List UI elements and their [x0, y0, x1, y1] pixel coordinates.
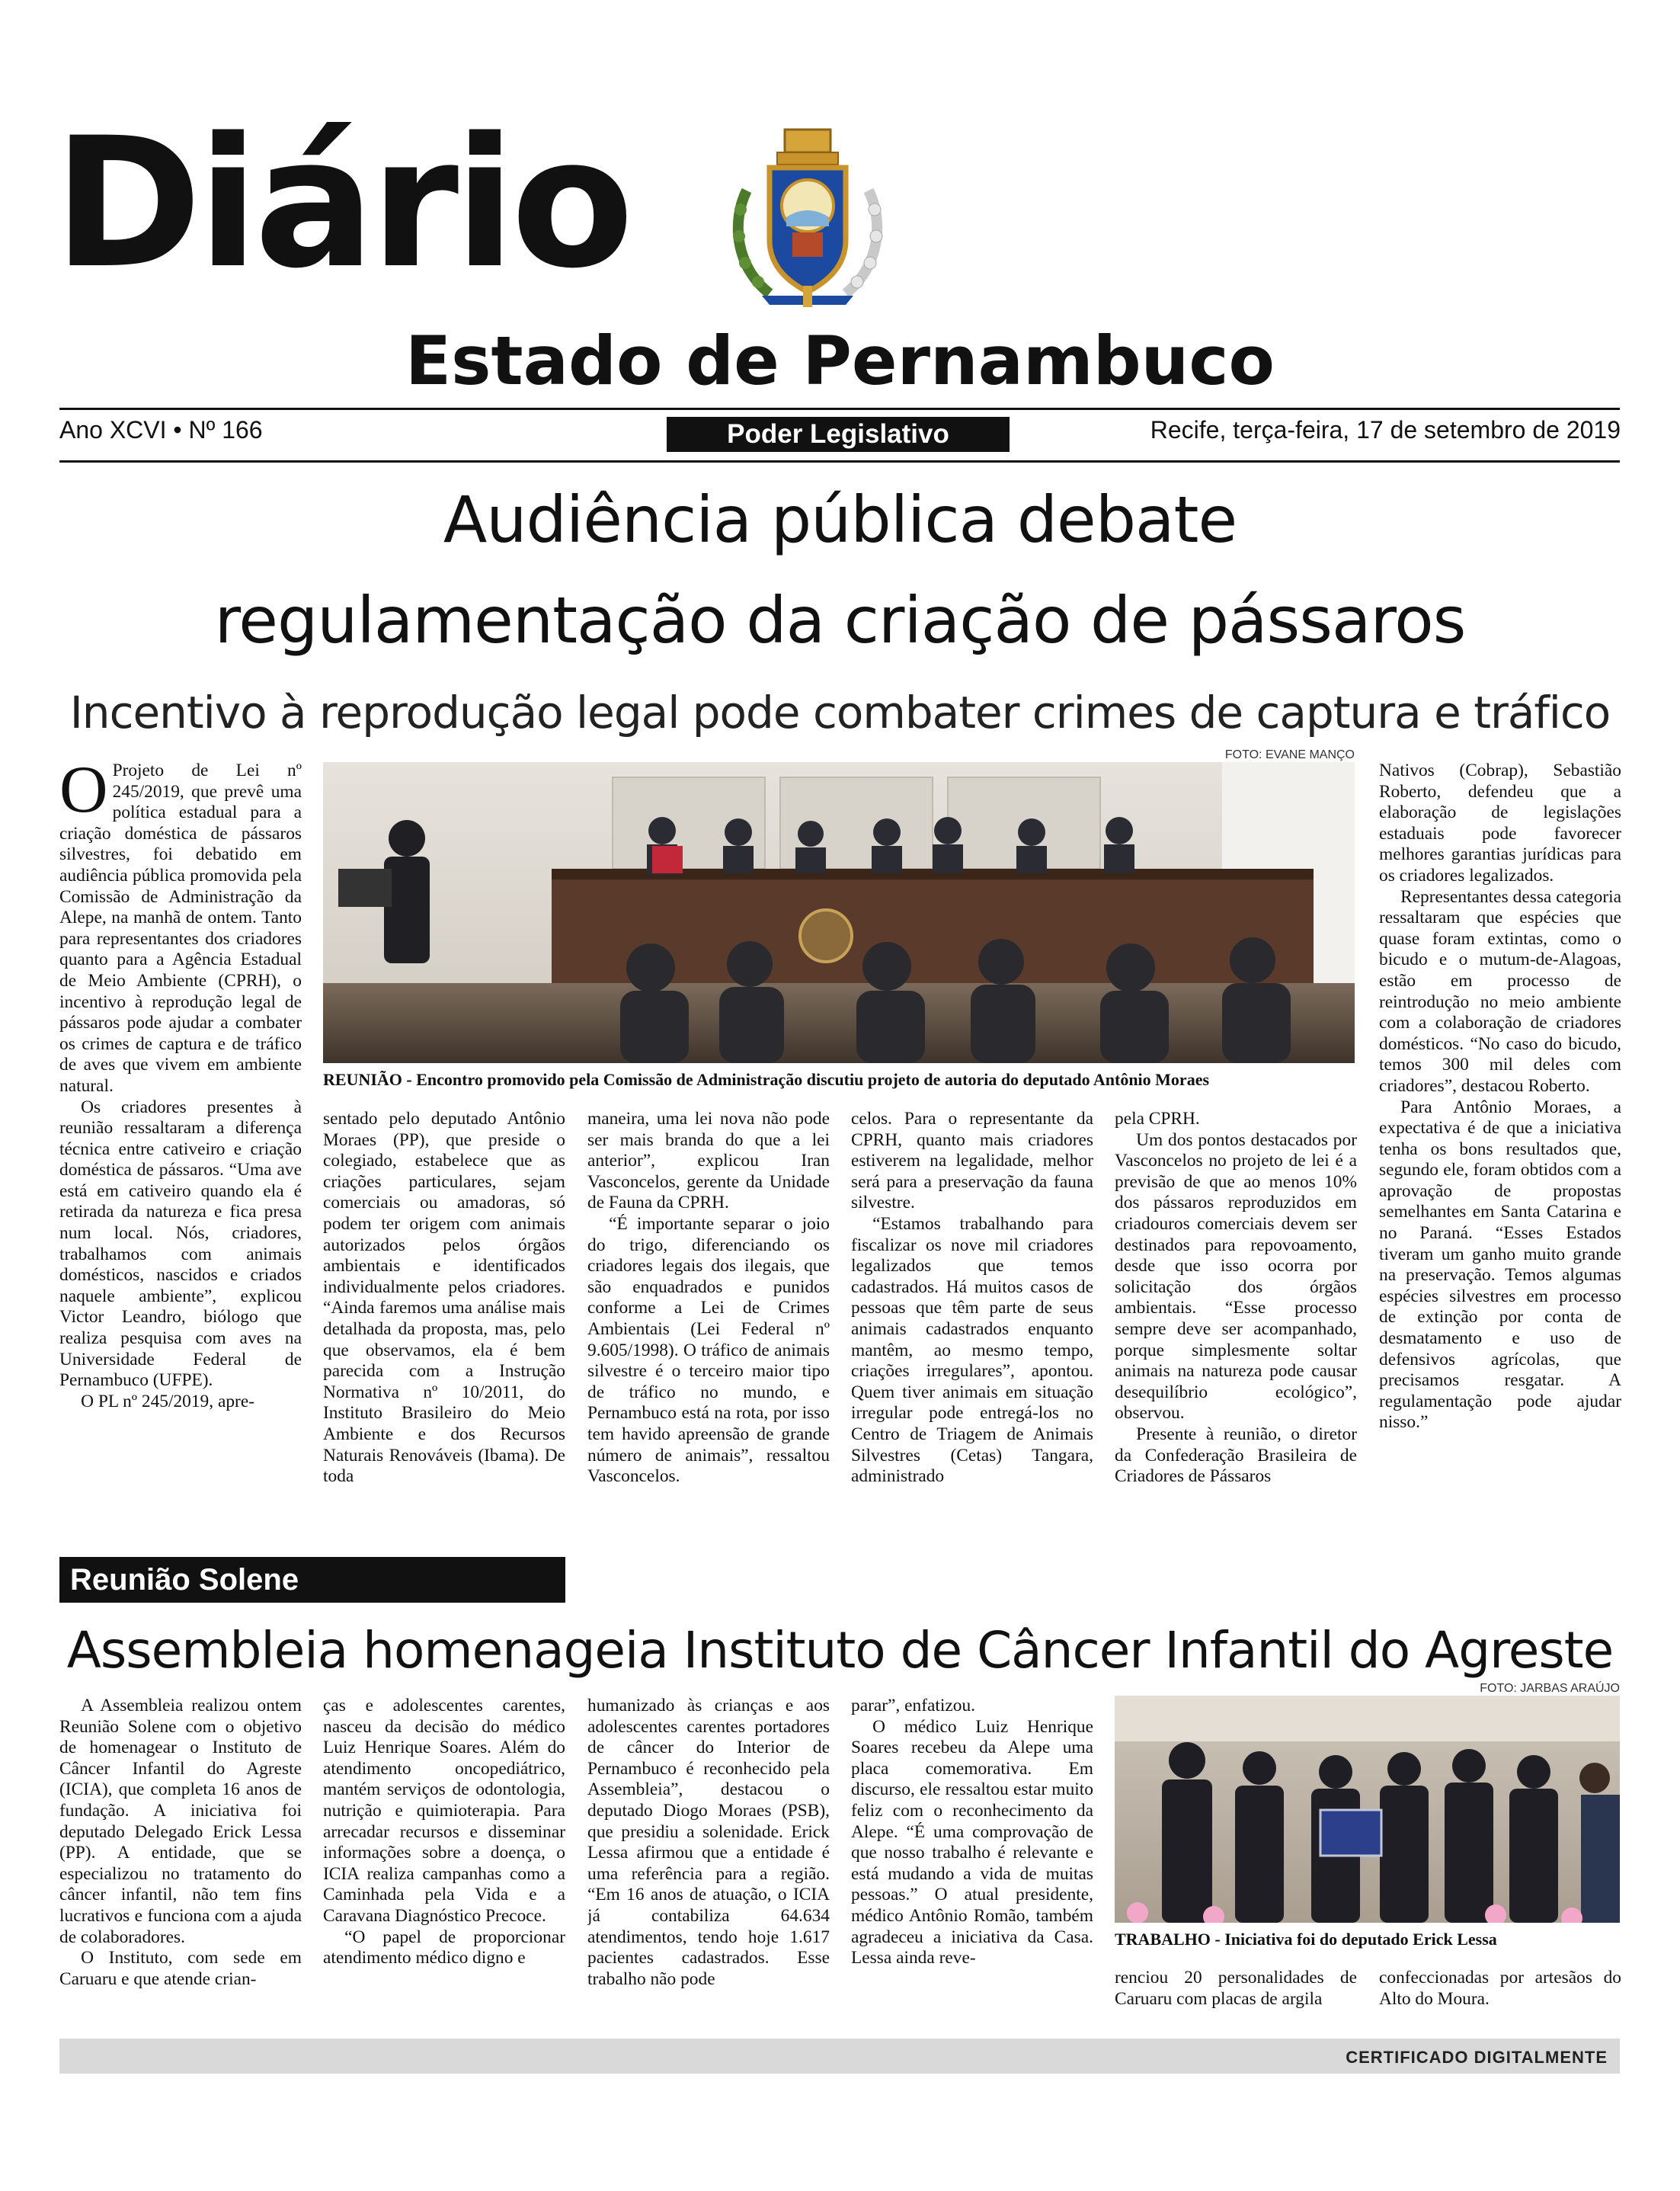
paragraph: Presente à reunião, o diretor da Confederação Brasileira de Criadores de Pássaros	[1115, 1424, 1357, 1487]
paragraph: maneira, uma lei nova não pode ser mais branda do que a lei anterior”, explicou Iran Vasconcelos, gerente da Unidade de Fauna da CPRH.	[587, 1109, 830, 1213]
paragraph: “O papel de proporcionar atendimento médico digno e	[323, 1927, 565, 1968]
paragraph: O PL nº 245/2019, apre-	[81, 1391, 254, 1411]
paragraph: sentado pelo deputado Antônio Moraes (PP), que preside o colegiado, estabelece que as criações particulares, sejam comerciais ou amadoras, só podem ter origem com animais autorizados pelos órgãos ambientais e identificados individualmente pelos criadores. “Ainda faremos uma análise mais detalhada da proposta, mas, pelo que observamos, ela é bem parecida com a Instrução Normativa nº 10/2011, do Instituto Brasileiro do Meio Ambiente e dos Recursos Naturais Renováveis (Ibama). De toda	[323, 1109, 565, 1487]
story2-column-3	[587, 1696, 830, 2023]
coat-of-arms-logo	[724, 122, 891, 309]
paragraph: Um dos pontos destacados por Vasconcelos no projeto de lei é a previsão de que ao menos 10% dos pássaros reproduzidos em criadouros comerciais devem ser destinados para repovoamento, desde que isso ocorra por solicitação dos órgãos ambientais. “Esse processo sempre deve ser acompanhado, porque simplesmente soltar animais na natureza pode causar desequilíbrio ecológico”, observou.	[1115, 1129, 1357, 1424]
story2-headline: Assembleia homenageia Instituto de Câncer Infantil do Agreste	[66, 1621, 1614, 1680]
paragraph: A Assembleia realizou ontem Reunião Solene com o objetivo de homenagear o Instituto de Câncer Infantil do Agreste (ICIA), que completa 16 anos de fundação. A iniciativa foi deputado Delegado Erick Lessa (PP). A entidade, que se especializou no tratamento do câncer infantil, não tem fins lucrativos e funciona com a ajuda de colaboradores.	[59, 1696, 302, 1947]
story2-column-5	[1115, 1968, 1357, 2029]
story1-column-2	[323, 1109, 565, 1533]
story1-headline-line1: Audiência pública debate	[443, 482, 1237, 557]
story2-photo-ceremony	[1115, 1696, 1620, 1923]
story2-photo-credit: FOTO: JARBAS ARAÚJO	[1480, 1682, 1620, 1695]
story1-headline-line2: regulamentação da criação de pássaros	[214, 583, 1466, 658]
dateline: Recife, terça-feira, 17 de setembro de 2019	[1150, 416, 1621, 444]
drop-cap: O	[59, 761, 108, 827]
paragraph: Representantes dessa categoria ressaltaram que espécies que quase foram extintas, como o bicudo e o mutum-de-Alagoas, estão em processo de reintrodução no meio ambiente com a colaboração de criadores domésticos. “No caso do bicudo, temos 300 mil deles com criadores”, destacou Roberto.	[1379, 886, 1621, 1096]
masthead-rule-bottom	[59, 460, 1620, 463]
paragraph: renciou 20 personalidades de Caruaru com placas de argila	[1115, 1968, 1357, 2009]
story1-photo-hearing	[323, 762, 1355, 1063]
paragraph: confeccionadas por artesãos do Alto do Moura.	[1379, 1968, 1621, 2009]
story2-column-2	[323, 1696, 565, 2023]
story2-section-tag: Reunião Solene	[59, 1557, 565, 1603]
paragraph: Nativos (Cobrap), Sebastião Roberto, defendeu que a elaboração de legislações estaduais pode favorecer melhores garantias jurídicas para os criadores legalizados.	[1379, 761, 1621, 886]
masthead-subtitle: Estado de Pernambuco	[405, 322, 1275, 400]
story1-subheadline: Incentivo à reprodução legal pode combater crimes de captura e tráfico	[69, 687, 1611, 738]
paragraph: “É importante separar o joio do trigo, diferenciando os criadores legais dos ilegais, que são enquadrados e punidos conforme a Lei de Crimes Ambientais (Lei Federal nº 9.605/1998). O tráfico de animais silvestre é o terceiro maior tipo de tráfico no mundo, e Pernambuco está na rota, por isso tem havido apreensão de grande número de animais”, ressaltou Vasconcelos.	[587, 1213, 830, 1487]
section-label: Poder Legislativo	[667, 417, 1010, 452]
paragraph: ças e adolescentes carentes, nasceu da decisão do médico Luiz Henrique Soares. Além do atendimento oncopediátrico, mantém serviços de odontologia, nutrição e quimioterapia. Para arrecadar recursos e disseminar informações sobre a doença, o ICIA realiza campanhas como a Caminhada pela Vida e a Caravana Diagnóstico Precoce.	[323, 1696, 565, 1926]
story2-column-6	[1379, 1968, 1621, 2029]
story2-column-4	[851, 1696, 1093, 2023]
story1-column-5	[1115, 1109, 1357, 1533]
paragraph: Para Antônio Moraes, a expectativa é de que a iniciativa tenha os bons resultados que, segundo ele, foram obtidos com a aprovação de propostas semelhantes em Santa Catarina e no Paraná. “Esses Estados tiveram um ganho muito grande na preservação. Temos algumas espécies silvestres em processo de extinção por conta de desmatamento e uso de defensivos agrícolas, que precisamos resgatar. A regulamentação pode ajudar nisso.”	[1379, 1097, 1621, 1433]
paragraph: celos. Para o representante da CPRH, quanto mais criadores estiverem na legalidade, melhor será para a preservação da fauna silvestre.	[851, 1109, 1093, 1213]
masthead-rule-top	[59, 408, 1620, 410]
story1-photo-caption: REUNIÃO - Encontro promovido pela Comissão de Administração discutiu projeto de autoria do deputado Antônio Moraes	[323, 1070, 1210, 1089]
story1-column-1	[59, 761, 302, 1523]
story1-photo-credit: FOTO: EVANE MANÇO	[1224, 748, 1355, 761]
story2-photo-caption: TRABALHO - Iniciativa foi do deputado Erick Lessa	[1115, 1930, 1497, 1949]
certified-label: CERTIFICADO DIGITALMENTE	[1346, 2048, 1608, 2067]
story1-column-3	[587, 1109, 830, 1533]
paragraph: pela CPRH.	[1115, 1109, 1200, 1129]
paragraph: “Estamos trabalhando para fiscalizar os nove mil criadores legalizados que temos cadastrados. Há muitos casos de pessoas que têm parte de seus animais cadastrados enquanto mantêm, ao mesmo tempo, criações irregulares”, apontou. Quem tiver animais em situação irregular pode entregá-los no Centro de Triagem de Animais Silvestres (Cetas) Tangara, administrado	[851, 1213, 1093, 1487]
issue-number: Ano XCVI • Nº 166	[59, 416, 263, 444]
paragraph: Projeto de Lei nº 245/2019, que prevê uma política estadual para a criação doméstica de pássaros silvestres, foi debatido em audiência pública promovida pela Comissão de Administração da Alepe, na manhã de ontem. Tanto para representantes dos criadores quanto para a Agência Estadual de Meio Ambiente (CPRH), o incentivo à reprodução legal de pássaros pode ajudar a combater os crimes de captura e de tráfico de aves que vivem em ambiente natural.	[59, 761, 302, 1096]
story2-column-1	[59, 1696, 302, 2023]
masthead-title-left: Diário	[53, 100, 630, 308]
paragraph: parar”, enfatizou.	[851, 1696, 975, 1715]
paragraph: O Instituto, com sede em Caruaru e que atende crian-	[59, 1948, 302, 1989]
paragraph: O médico Luiz Henrique Soares recebeu da Alepe uma placa comemorativa. Em discurso, ele ressaltou estar muito feliz com o reconhecimento da Alepe. “É uma comprovação de que nosso trabalho é relevante e está mudando a vida de muitas pessoas.” O atual presidente, médico Antônio Romão, também agradeceu a iniciativa da Casa. Lessa ainda reve-	[851, 1716, 1093, 1968]
paragraph: Os criadores presentes à reunião ressaltaram a diferença técnica entre cativeiro e criação doméstica de pássaros. “Uma ave está em cativeiro quando ela é retirada da natureza e fica presa num local. Nós, criadores, trabalhamos com animais domésticos, nascidos e criados naquele ambiente”, explicou Victor Leandro, biólogo que realiza pesquisa com aves na Universidade Federal de Pernambuco (UFPE).	[59, 1097, 302, 1391]
story1-column-6	[1379, 761, 1621, 1530]
paragraph: humanizado às crianças e aos adolescentes carentes portadores de câncer do Interior de Pernambuco é reconhecido pela Assembleia”, destacou o deputado Diogo Moraes (PSB), que presidiu a solenidade. Erick Lessa afirmou que a entidade é uma referência para a região. “Em 16 anos de atuação, o ICIA já contabiliza 64.634 atendimentos, tendo hoje 1.617 pacientes cadastrados. Esse trabalho não pode	[587, 1696, 830, 1989]
story1-column-4	[851, 1109, 1093, 1533]
